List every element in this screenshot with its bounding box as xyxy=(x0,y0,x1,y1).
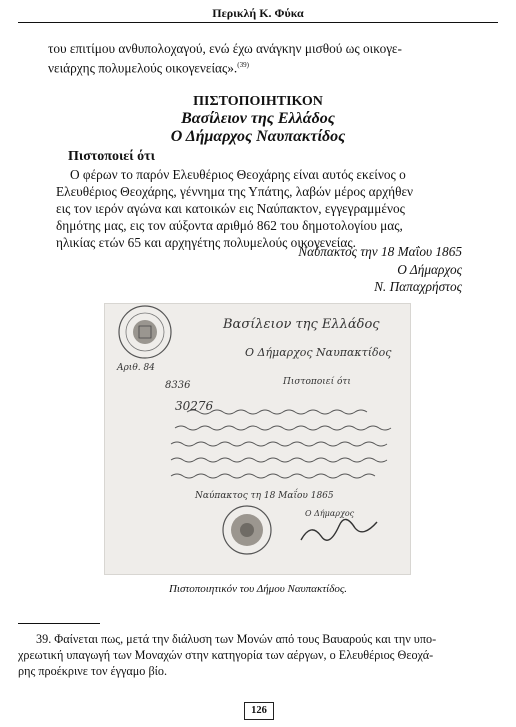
certificate-line-2: Ελευθέριος Θεοχάρης, γέννημα της Υπάτης, λαβών μέρος αρχήθεν xyxy=(56,184,414,199)
certificate-heading: ΠΙΣΤΟΠΟΙΗΤΙΚΟΝ xyxy=(193,94,323,109)
certificate-subheading-mayor: Ο Δήμαρχος Ναυπακτίδος xyxy=(170,128,346,145)
footnote-rule xyxy=(18,623,100,624)
certificate-signatory-name: Ν. Παπαχρήστος xyxy=(374,279,462,294)
figure-caption: Πιστοποιητικόν του Δήμου Ναυπακτίδος. xyxy=(168,583,348,595)
handwritten-margin-number: Αριθ. 84 xyxy=(117,363,155,373)
intro-line-2 xyxy=(48,57,468,76)
footnote-reference: (39) xyxy=(237,61,249,69)
handwritten-mayor: Ο Δήμαρχος Ναυπακτίδος xyxy=(245,346,392,359)
certificate-body xyxy=(56,166,460,251)
certificate-signatory-title: Ο Δήμαρχος xyxy=(397,262,462,277)
certificate-line-3: εις τον ιερόν αγώνα και κατοικών εις Ναύπακτον, εγγεγραμμένος xyxy=(56,201,405,216)
handwritten-lead: Πιστοποιεί ότι xyxy=(283,377,351,387)
footnote xyxy=(18,631,498,679)
certificate-subheading-kingdom: Βασίλειον της Ελλάδος xyxy=(181,110,335,127)
intro-paragraph xyxy=(48,40,468,76)
certificate-photograph xyxy=(104,303,411,575)
handwritten-title: Ο Δήμαρχος xyxy=(305,509,355,518)
intro-line-2-text: νειάρχης πολυμελούς οικογενείας». xyxy=(48,60,238,76)
certificate-line-5: ηλικίας ετών 65 και αρχηγέτης πολυμελούς οικογενείας. xyxy=(56,235,356,250)
certificate-line-1: Ο φέρων το παρόν Ελευθέριος Θεοχάρης είναι αυτός εκείνος ο xyxy=(70,167,406,182)
certificate-place-date: Ναύπακτος την 18 Μαΐου 1865 xyxy=(298,244,462,259)
handwritten-number-1: 8336 xyxy=(165,380,191,391)
certificate-photo-svg xyxy=(105,304,410,574)
running-header: Περικλή Κ. Φύκα xyxy=(212,6,304,20)
certificate-lead: Πιστοποιεί ότι xyxy=(68,149,155,164)
handwritten-kingdom: Βασίλειον της Ελλάδος xyxy=(223,317,380,332)
page-number: 126 xyxy=(244,702,274,720)
header-rule xyxy=(18,22,498,23)
handwritten-number-2: 30276 xyxy=(175,399,214,413)
handwritten-date-line: Ναύπακτος τη 18 Μαΐου 1865 xyxy=(195,491,334,501)
intro-line-1: του επιτίμου ανθυπολοχαγού, ενώ έχω ανάγκην μισθού ως οικογε- xyxy=(48,41,402,56)
footnote-line-2: χρεωτική υπαγωγή των Μοναχών στην κατηγορία των αέργων, ο Ελευθέριος Θεοχά- xyxy=(18,648,434,662)
certificate-line-4: δημότης μας, εις τον αύξοντα αριθμό 862 του δημοτολογίου μας, xyxy=(56,218,403,233)
footnote-line-3: ρης προέκρινε τον έγγαμο βίο. xyxy=(18,664,168,678)
footnote-line-1: 39. Φαίνεται πως, μετά την διάλυση των Μονών από τους Βαυαρούς και την υπο- xyxy=(36,632,437,646)
